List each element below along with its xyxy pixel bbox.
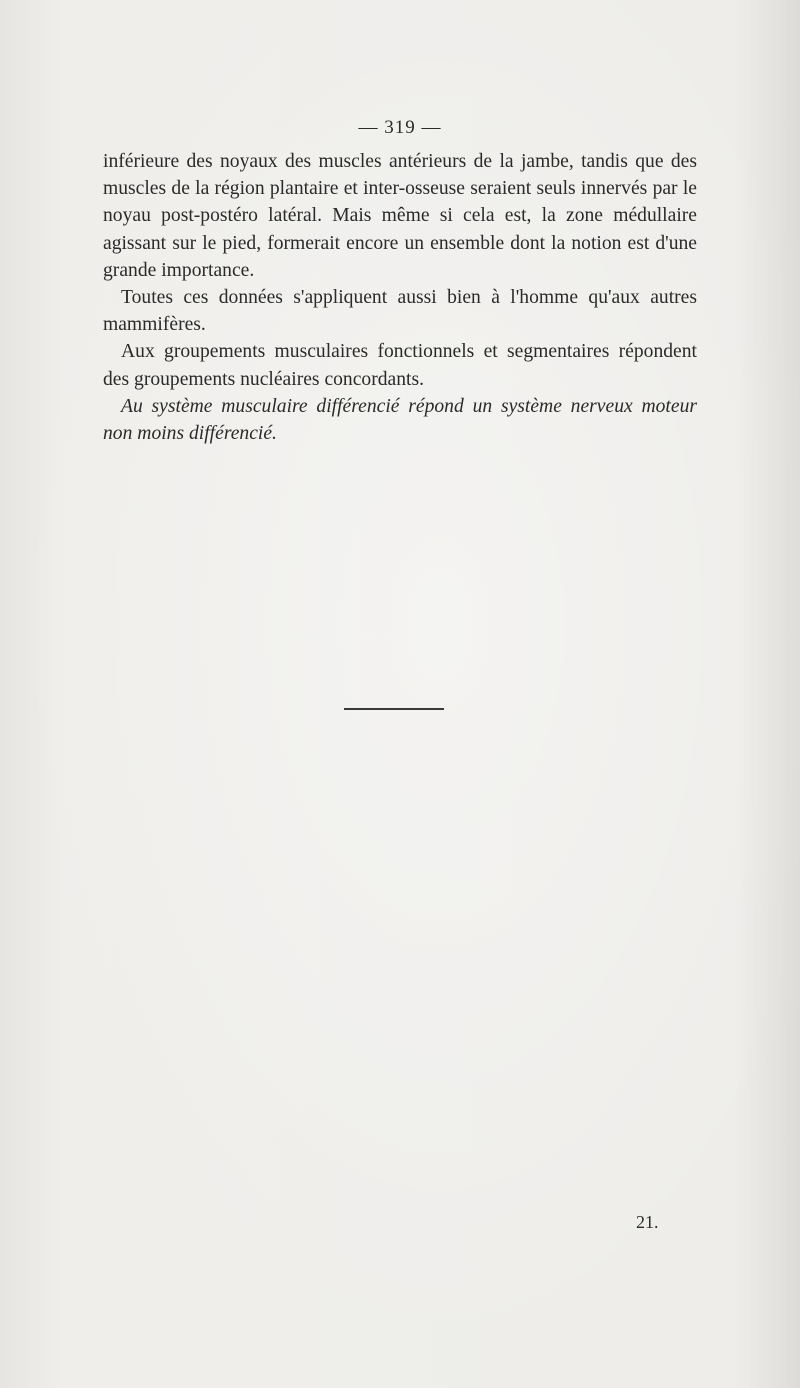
page-number-header: — 319 — xyxy=(358,117,442,138)
paragraph-2: Toutes ces données s'appliquent aussi bien à l'homme qu'aux autres mammifères. xyxy=(103,287,697,336)
paragraph-3: Aux groupements musculaires fonctionnels et segmentaires répondent des groupements nucléaires concordants. xyxy=(103,341,697,390)
sheet-signature-number: 21. xyxy=(636,1212,659,1232)
paragraph-4-conclusion: Au système musculaire différencié répond un système nerveux moteur non moins différencié. xyxy=(103,395,697,445)
paragraph-1: inférieure des noyaux des muscles antérieurs de la jambe, tandis que des muscles de la région plantaire et inter-osseuse seraient seuls innervés par le noyau post-postéro latéral. Mais même si cela est, la zone médullaire agissant sur le pied, formerait encore un ensemble dont la notion est d'une grande importance. xyxy=(103,151,697,281)
section-end-rule xyxy=(344,708,444,710)
body-text xyxy=(103,148,697,447)
